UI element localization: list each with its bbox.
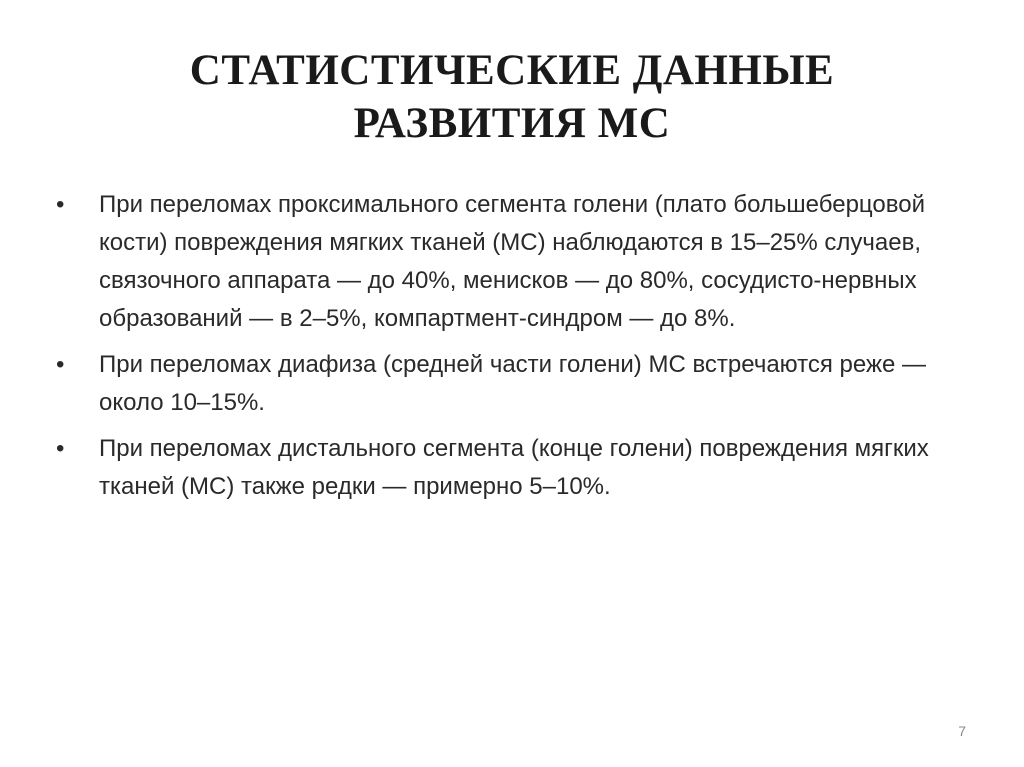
slide-title-line-2: РАЗВИТИЯ МС (353, 100, 671, 147)
slide-title (0, 44, 1024, 150)
bullet-text: При переломах дистального сегмента (конце голени) повреждения мягких тканей (МС) также редки — примерно 5–10%. (99, 435, 929, 500)
bullet-list (56, 186, 956, 514)
bullet-dot-icon: • (56, 351, 65, 378)
slide-title-line-1: СТАТИСТИЧЕСКИЕ ДАННЫЕ (189, 47, 835, 94)
bullet-dot-icon: • (56, 191, 65, 218)
bullet-item (56, 346, 956, 422)
bullet-dot-icon: • (56, 435, 65, 462)
bullet-item (56, 186, 956, 338)
bullet-text: При переломах проксимального сегмента голени (плато большеберцовой кости) повреждения мягких тканей (МС) наблюдаются в 15–25% случаев, связочного аппарата — до 40%, менисков — до 80%, сосудисто-нервных образований — в 2–5%, компартмент-синдром — до 8%. (99, 191, 925, 332)
page-number: 7 (958, 723, 966, 739)
bullet-item (56, 430, 956, 506)
bullet-text: При переломах диафиза (средней части голени) МС встречаются реже — около 10–15%. (99, 351, 927, 416)
